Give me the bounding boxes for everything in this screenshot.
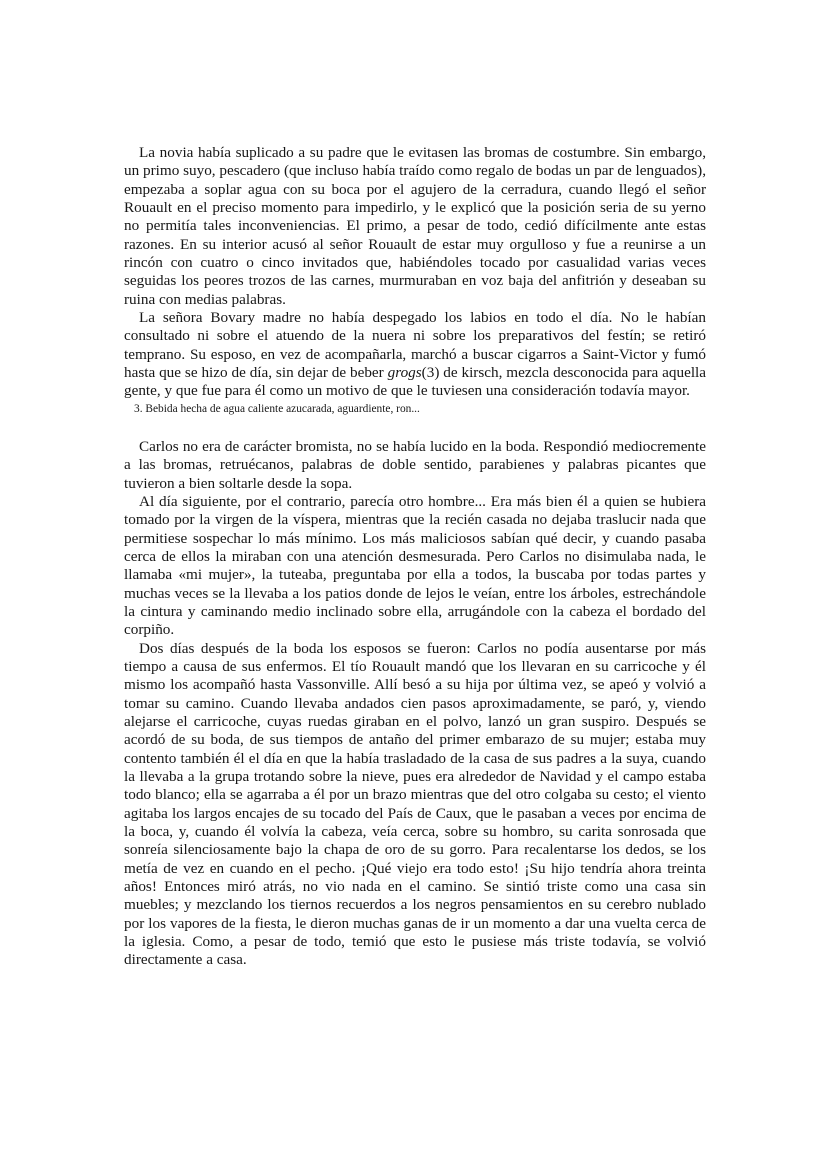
paragraph-5: Dos días después de la boda los esposos se fueron: Carlos no podía ausentarse por más tiempo a causa de sus enfermos. El tío Rouault mandó que los llevaran en su carricoche y él mismo los acompañó hasta Vassonville. Allí besó a su hija por última vez, se apeó y volvió a tomar su camino. Cuando llevaba andados cien pasos aproximadamente, se paró, y, viendo alejarse el carricoche, cuyas ruedas giraban en el polvo, lanzó un gran suspiro. Después se acordó de su boda, de sus tiempos de antaño del primer embarazo de su mujer; estaba muy contento también él el día en que la había trasladado de la casa de sus padres a la suya, cuando la llevaba a la grupa trotando sobre la nieve, pues era alrededor de Navidad y el campo estaba todo blanco; ella se agarraba a él por un brazo mientras que del otro colgaba su cesto; el viento agitaba los largos encajes de su tocado del País de Caux, que le pasaban a veces por encima de la boca, y, cuando él volvía la cabeza, veía cerca, sobre su hombro, su carita sonrosada que sonreía silenciosamente bajo la chapa de oro de su gorro. Para recalentarse los dedos, se los metía de vez en cuando en el pecho. ¡Qué viejo era todo esto! ¡Su hijo tendría ahora treinta años! Entonces miró atrás, no vio nada en el camino. Se sintió triste como una casa sin muebles; y mezclando los tiernos recuerdos a los negros pensamientos en su cerebro nublado por los vapores de la fiesta, le dieron muchas ganas de ir un momento a dar una vuelta cerca de la iglesia. Como, a pesar de todo, temió que esto le pusiese más triste todavía, se volvió directamente a casa.	[124, 639, 706, 969]
italic-term-grogs: grogs	[387, 364, 422, 382]
paragraph-2-text-after-italic: de kirsch, mezcla desconocida para aquella gente, y que fue para él como un motivo de que le tuviesen una consideración todavía mayor.	[124, 364, 706, 400]
footnote-reference-3: (3)	[421, 364, 440, 382]
paragraph-3: Carlos no era de carácter bromista, no se había lucido en la boda. Respondió mediocremente a las bromas, retruécanos, palabras de doble sentido, parabienes y palabras picantes que tuvieron a bien soltarle desde la sopa.	[124, 437, 706, 492]
footnote-3: 3. Bebida hecha de agua caliente azucarada, aguardiente, ron...	[134, 402, 420, 415]
paragraph-2-text-before-italic: La señora Bovary madre no había despegado los labios en todo el día. No le habían consultado ni sobre el atuendo de la nuera ni sobre los preparativos del festín; se retiró temprano. Su esposo, en vez de acompañarla, marchó a buscar cigarros a Saint-Victor y fumó hasta que se hizo de día, sin dejar de beber	[124, 309, 706, 382]
paragraph-2	[124, 309, 706, 401]
paragraph-1: La novia había suplicado a su padre que le evitasen las bromas de costumbre. Sin embargo, un primo suyo, pescadero (que incluso había traído como regalo de bodas un par de lenguados), empezaba a soplar agua con su boca por el agujero de la cerradura, cuando llegó el señor Rouault en el preciso momento para impedirlo, y le explicó que la posición seria de su yerno no permitía tales inconveniencias. El primo, a pesar de todo, cedió difícilmente ante estas razones. En su interior acusó al señor Rouault de estar muy orgulloso y fue a reunirse a un rincón con cuatro o cinco invitados que, habiéndoles tocado por casualidad varias veces seguidas los peores trozos de las carnes, murmuraban en voz baja del anfitrión y deseaban su ruina con medias palabras.	[124, 144, 706, 308]
footnote-spacer	[124, 416, 706, 438]
text-column	[124, 144, 706, 970]
paragraph-4: Al día siguiente, por el contrario, parecía otro hombre... Era más bien él a quien se hubiera tomado por la virgen de la víspera, mientras que la recién casada no dejaba traslucir nada que permitiese sospechar lo más mínimo. Los más maliciosos sabían qué decir, y cuando pasaba cerca de ellos la miraban con una atención desmesurada. Pero Carlos no disimulaba nada, le llamaba «mi mujer», la tuteaba, preguntaba por ella a todos, la buscaba por todas partes y muchas veces se la llevaba a los patios donde de lejos le veían, entre los árboles, estrechándole la cintura y caminando medio inclinado sobre ella, arrugándole con la cabeza el bordado del corpiño.	[124, 492, 706, 639]
